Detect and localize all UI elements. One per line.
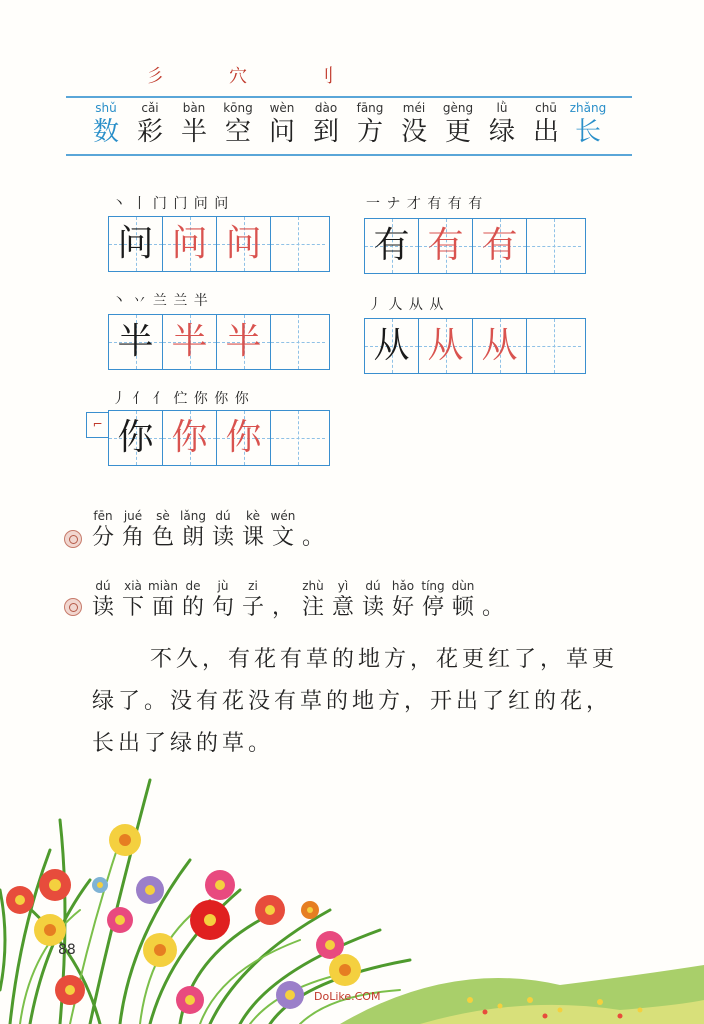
stroke-order-cong: 丿 人 从 从	[368, 297, 445, 313]
exercise-1-char: sè 色	[151, 509, 174, 550]
exercise-1	[88, 508, 328, 552]
vocab-item: kōng 空	[223, 101, 253, 147]
passage-line-2: 绿了。没有花没有草的地方，开出了红的花，	[92, 689, 613, 714]
radical-3: 刂	[316, 66, 334, 87]
vocab-bottom-line	[66, 154, 632, 156]
vocab-item: méi 没	[400, 101, 427, 147]
grid-cell: 你	[109, 411, 163, 465]
vocab-top-line	[66, 96, 632, 98]
vocab-item: zhǎng 长	[569, 101, 607, 147]
page-number: 88	[58, 942, 76, 958]
vocab-item: wèn 问	[268, 101, 295, 147]
grid-cell: 你	[163, 411, 217, 465]
exercise-1-char: jué 角	[121, 509, 144, 550]
stroke-order-you: 一 ナ 才 有 有 有	[366, 196, 484, 212]
grid-cell: 从	[365, 319, 419, 373]
grid-cell: 从	[419, 319, 473, 373]
exercise-2-char: dú 读	[91, 579, 114, 620]
exercise-bullet-icon	[64, 598, 82, 616]
watermark: DoLike.COM	[314, 990, 381, 1003]
exercise-2-char: dú 读	[361, 579, 384, 620]
writing-grid-ni	[108, 410, 330, 466]
grid-cell: 有	[365, 219, 419, 273]
exercise-2-char: tíng 停	[421, 579, 445, 620]
grid-cell-empty	[271, 217, 325, 271]
grid-cell: 有	[419, 219, 473, 273]
exercise-1-char: kè 课	[241, 509, 264, 550]
exercise-2-char: zi 子	[241, 579, 264, 620]
grid-cell: 半	[109, 315, 163, 369]
exercise-1-char: dú 读	[211, 509, 234, 550]
grid-cell: 半	[163, 315, 217, 369]
stroke-order-ban: 丶 丷 兰 兰 半	[112, 293, 209, 309]
flower-meadow-illustration	[0, 760, 704, 1024]
writing-grid-ban	[108, 314, 330, 370]
exercise-2-char: dùn 顿	[451, 579, 475, 620]
grid-cell-empty	[271, 315, 325, 369]
exercise-2-char: miàn 面	[148, 579, 178, 620]
grid-tab-marker: ⌐	[86, 412, 108, 438]
vocab-item: cǎi 彩	[136, 101, 163, 147]
radical-2: 穴	[229, 66, 247, 87]
exercise-2-char: ，	[271, 595, 294, 620]
exercise-2-char: yì 意	[331, 579, 354, 620]
exercise-2-char: jù 句	[211, 579, 234, 620]
vocab-item: chū 出	[532, 101, 559, 147]
vocab-item: shǔ 数	[92, 101, 119, 147]
writing-grid-you	[364, 218, 586, 274]
exercise-2-char: de 的	[181, 579, 204, 620]
flower-group	[6, 824, 361, 1014]
exercise-1-char: lǎng 朗	[180, 509, 206, 550]
exercise-1-char: fēn 分	[91, 509, 114, 550]
exercise-1-char: 。	[301, 525, 324, 550]
exercise-2	[88, 578, 508, 622]
grid-cell: 问	[217, 217, 271, 271]
grid-cell-empty	[527, 319, 581, 373]
exercise-2-char: 。	[481, 595, 504, 620]
grid-cell: 从	[473, 319, 527, 373]
writing-grid-wen	[108, 216, 330, 272]
vocab-item: bàn 半	[180, 101, 207, 147]
exercise-2-char: hǎo 好	[391, 579, 415, 620]
grid-cell: 你	[217, 411, 271, 465]
grid-cell-empty	[271, 411, 325, 465]
stroke-order-wen: 丶 丨 门 门 问 问	[112, 196, 230, 212]
exercise-2-char: zhù 注	[301, 579, 324, 620]
passage-line-1: 不久，有花有草的地方，花更红了，草更	[150, 647, 619, 672]
vocab-item: dào 到	[312, 101, 339, 147]
exercise-2-char: xià 下	[121, 579, 144, 620]
grid-cell: 半	[217, 315, 271, 369]
writing-grid-cong	[364, 318, 586, 374]
grid-cell: 问	[163, 217, 217, 271]
exercise-1-char: wén 文	[270, 509, 296, 550]
grid-cell: 有	[473, 219, 527, 273]
radical-1: 彡	[146, 66, 164, 87]
vocab-item: gèng 更	[442, 101, 474, 147]
stroke-order-ni: 丿 亻 亻 伫 你 你 你	[112, 391, 250, 407]
grid-cell-empty	[527, 219, 581, 273]
passage-line-3: 长出了绿的草。	[92, 731, 275, 756]
exercise-bullet-icon	[64, 530, 82, 548]
grid-cell: 问	[109, 217, 163, 271]
vocab-item: lǜ 绿	[488, 101, 515, 147]
vocab-item: fāng 方	[356, 101, 384, 147]
